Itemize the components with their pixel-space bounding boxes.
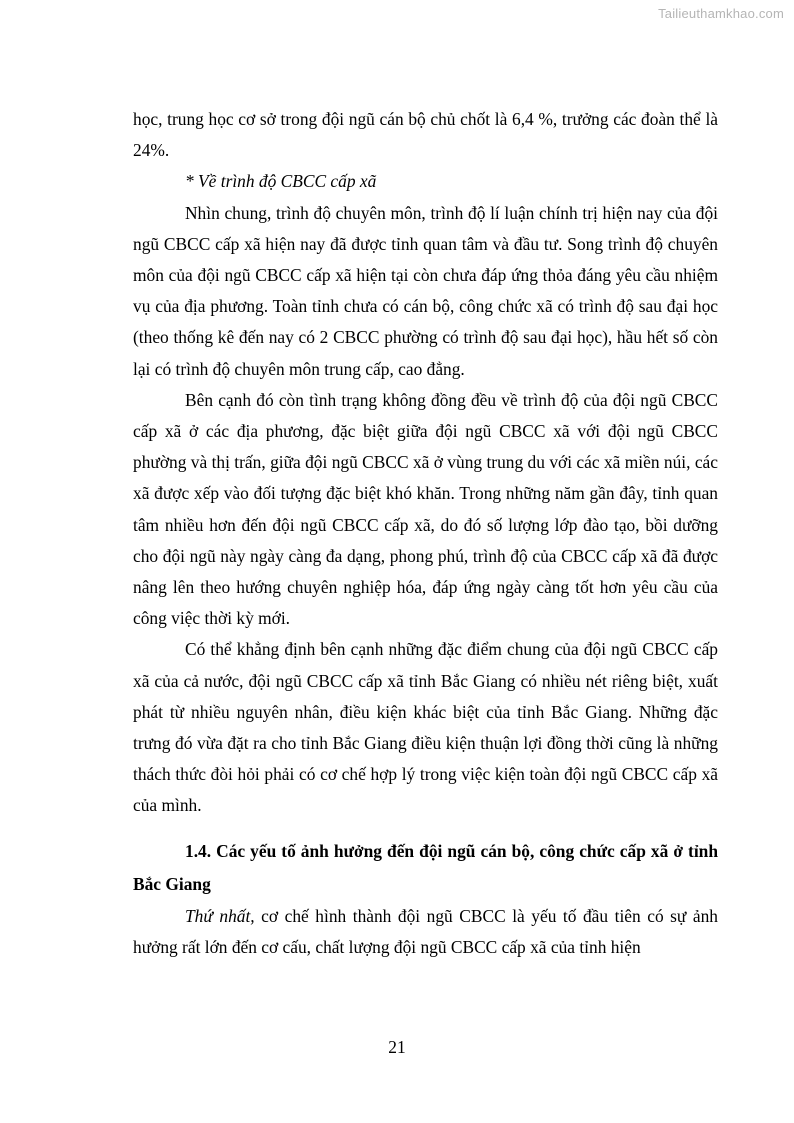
paragraph-qualification-overview: Nhìn chung, trình độ chuyên môn, trình độ lí luận chính trị hiện nay của đội ngũ CBCC cấp xã hiện nay đã được tỉnh quan tâm và đầu tư. Song trình độ chuyên môn của đội ngũ CBCC cấp xã hiện tại còn chưa đáp ứng thỏa đáng yêu cầu nhiệm vụ của địa phương. Toàn tỉnh chưa có cán bộ, công chức xã có trình độ sau đại học (theo thống kê đến nay có 2 CBCC phường có trình độ sau đại học), hầu hết số còn lại có trình độ chuyên môn trung cấp, cao đẳng. [133,202,718,379]
document-body [133,104,718,963]
lead-in-first: Thứ nhất, [185,905,255,926]
paragraph-bac-giang-characteristics: Có thể khẳng định bên cạnh những đặc điểm chung của đội ngũ CBCC cấp xã của cả nước, đội ngũ CBCC cấp xã tỉnh Bắc Giang có nhiều nét riêng biệt, xuất phát từ nhiều nguyên nhân, điều kiện khác biệt của tỉnh Bắc Giang. Những đặc trưng đó vừa đặt ra cho tỉnh Bắc Giang điều kiện thuận lợi đồng thời cũng là những thách thức đòi hỏi phải có cơ chế hợp lý trong việc kiện toàn đội ngũ CBCC cấp xã của mình. [133,639,718,816]
paragraph-first-factor-text: cơ chế hình thành đội ngũ CBCC là yếu tố đầu tiên có sự ảnh hưởng rất lớn đến cơ cấu, chất lượng đội ngũ CBCC cấp xã của tỉnh hiện [133,905,718,957]
paragraph-first-factor [133,901,718,963]
watermark: Tailieuthamkhao.com [658,6,784,21]
page-number: 21 [388,1037,406,1057]
paragraph-continuation: học, trung học cơ sở trong đội ngũ cán bộ chủ chốt là 6,4 %, trưởng các đoàn thể là 24%. [133,109,718,161]
section-heading-1-4: 1.4. Các yếu tố ảnh hưởng đến đội ngũ cán bộ, công chức cấp xã ở tỉnh Bắc Giang [133,840,718,894]
subheading-qualification: * Về trình độ CBCC cấp xã [185,171,377,192]
paragraph-uneven-qualification: Bên cạnh đó còn tình trạng không đồng đều về trình độ của đội ngũ CBCC cấp xã ở các địa phương, đặc biệt giữa đội ngũ CBCC xã với đội ngũ CBCC phường và thị trấn, giữa đội ngũ CBCC xã ở vùng trung du với các xã miền núi, các xã được xếp vào đối tượng đặc biệt khó khăn. Trong những năm gần đây, tỉnh quan tâm nhiều hơn đến đội ngũ CBCC cấp xã, do đó số lượng lớp đào tạo, bồi dưỡng cho đội ngũ này ngày càng đa dạng, phong phú, trình độ của CBCC cấp xã đã được nâng lên theo hướng chuyên nghiệp hóa, đáp ứng ngày càng tốt hơn yêu cầu của công việc thời kỳ mới. [133,389,718,629]
